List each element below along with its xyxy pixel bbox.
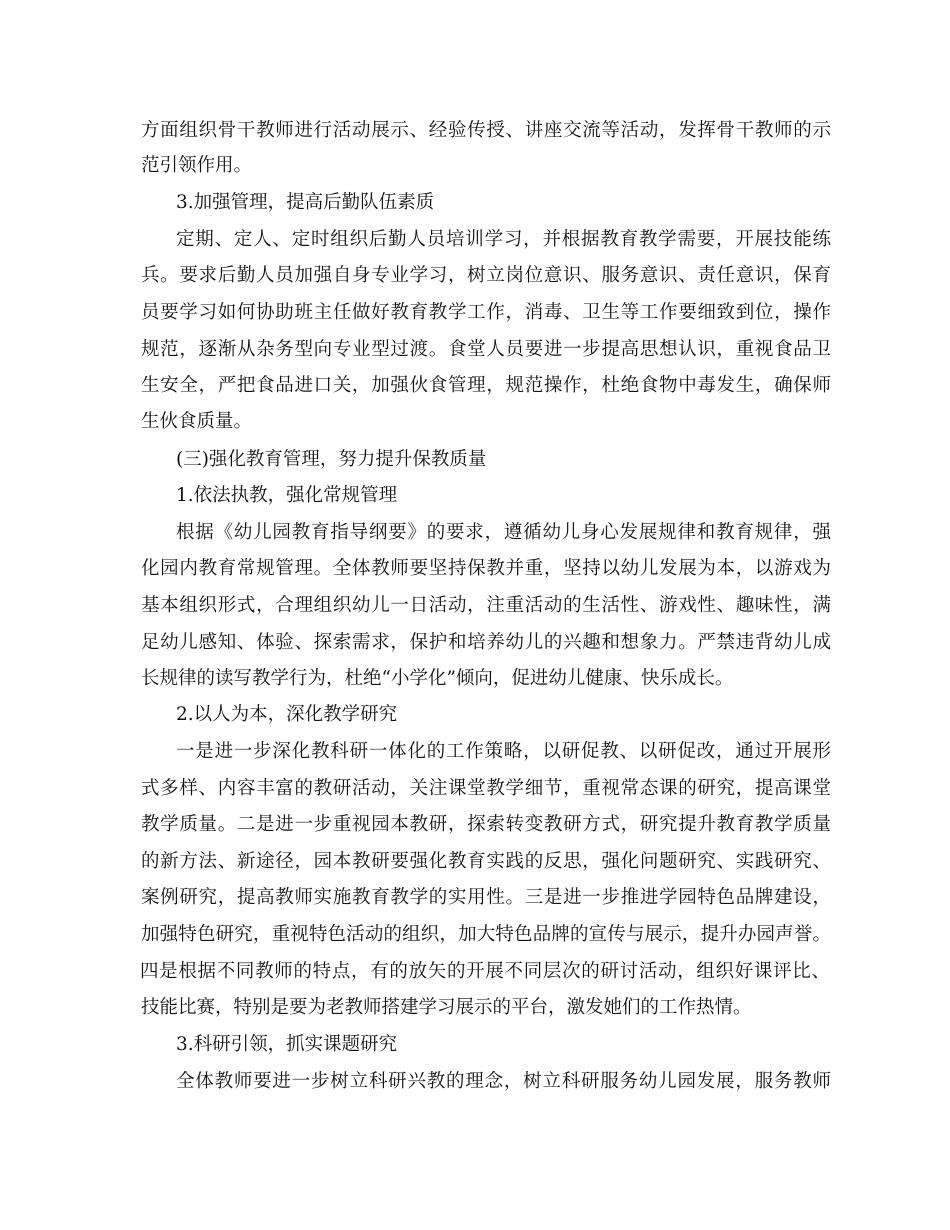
body-line: 方面组织骨干教师进行活动展示、经验传授、讲座交流等活动，发挥骨干教师的示: [141, 120, 831, 141]
body-line: 式多样、内容丰富的教研活动，关注课堂教学细节，重视常态课的研究，提高课堂: [141, 778, 831, 799]
body-line: 生安全，严把食品进口关，加强伙食管理，规范操作，杜绝食物中毒发生，确保师: [141, 375, 831, 396]
body-line: 的新方法、新途径，园本教研要强化教育实践的反思，强化问题研究、实践研究、: [141, 851, 831, 872]
section-heading: 3.加强管理，提高后勤队伍素质: [176, 192, 435, 213]
body-line: 规范，逐渐从杂务型向专业型过渡。食堂人员要进一步提高思想认识，重视食品卫: [141, 339, 831, 360]
body-line: 四是根据不同教师的特点，有的放矢的开展不同层次的研讨活动，组织好课评比、: [140, 961, 830, 982]
body-line: 范引领作用。: [141, 155, 253, 176]
body-line: 技能比赛，特别是要为老教师搭建学习展示的平台，激发她们的工作热情。: [141, 997, 752, 1018]
subsection-heading: 1.依法执教，强化常规管理: [176, 485, 398, 506]
body-line: 定期、定人、定时组织后勤人员培训学习，并根据教育教学需要，开展技能练: [176, 229, 831, 250]
body-line: 足幼儿感知、体验、探索需求，保护和培养幼儿的兴趣和想象力。严禁违背幼儿成: [141, 632, 831, 653]
body-line: 兵。要求后勤人员加强自身专业学习，树立岗位意识、服务意识、责任意识，保育: [141, 265, 831, 286]
body-line: 一是进一步深化教科研一体化的工作策略，以研促教、以研促改，通过开展形: [176, 741, 831, 762]
body-line: 员要学习如何协助班主任做好教育教学工作，消毒、卫生等工作要细致到位，操作: [141, 302, 831, 323]
body-line: 化园内教育常规管理。全体教师要坚持保教并重，坚持以幼儿发展为本，以游戏为: [141, 558, 831, 579]
body-line: 案例研究，提高教师实施教育教学的实用性。三是进一步推进学园特色品牌建设，: [141, 887, 831, 908]
body-line: 长规律的读写教学行为，杜绝“小学化”倾向，促进幼儿健康、快乐成长。: [141, 668, 734, 689]
subsection-heading: 3.科研引领，抓实课题研究: [176, 1034, 398, 1055]
body-line: 生伙食质量。: [141, 411, 253, 432]
body-line: 教学质量。二是进一步重视园本教研，探索转变教研方式，研究提升教育教学质量: [141, 814, 831, 835]
body-line: 加强特色研究，重视特色活动的组织，加大特色品牌的宣传与展示，提升办园声誉。: [141, 924, 831, 945]
body-line: 全体教师要进一步树立科研兴教的理念，树立科研服务幼儿园发展，服务教师: [176, 1071, 831, 1092]
body-line: 基本组织形式，合理组织幼儿一日活动，注重活动的生活性、游戏性、趣味性，满: [141, 595, 831, 616]
section-heading: (三)强化教育管理，努力提升保教质量: [176, 449, 487, 470]
body-line: 根据《幼儿园教育指导纲要》的要求，遵循幼儿身心发展规律和教育规律，强: [176, 522, 831, 543]
subsection-heading: 2.以人为本，深化教学研究: [176, 704, 398, 725]
